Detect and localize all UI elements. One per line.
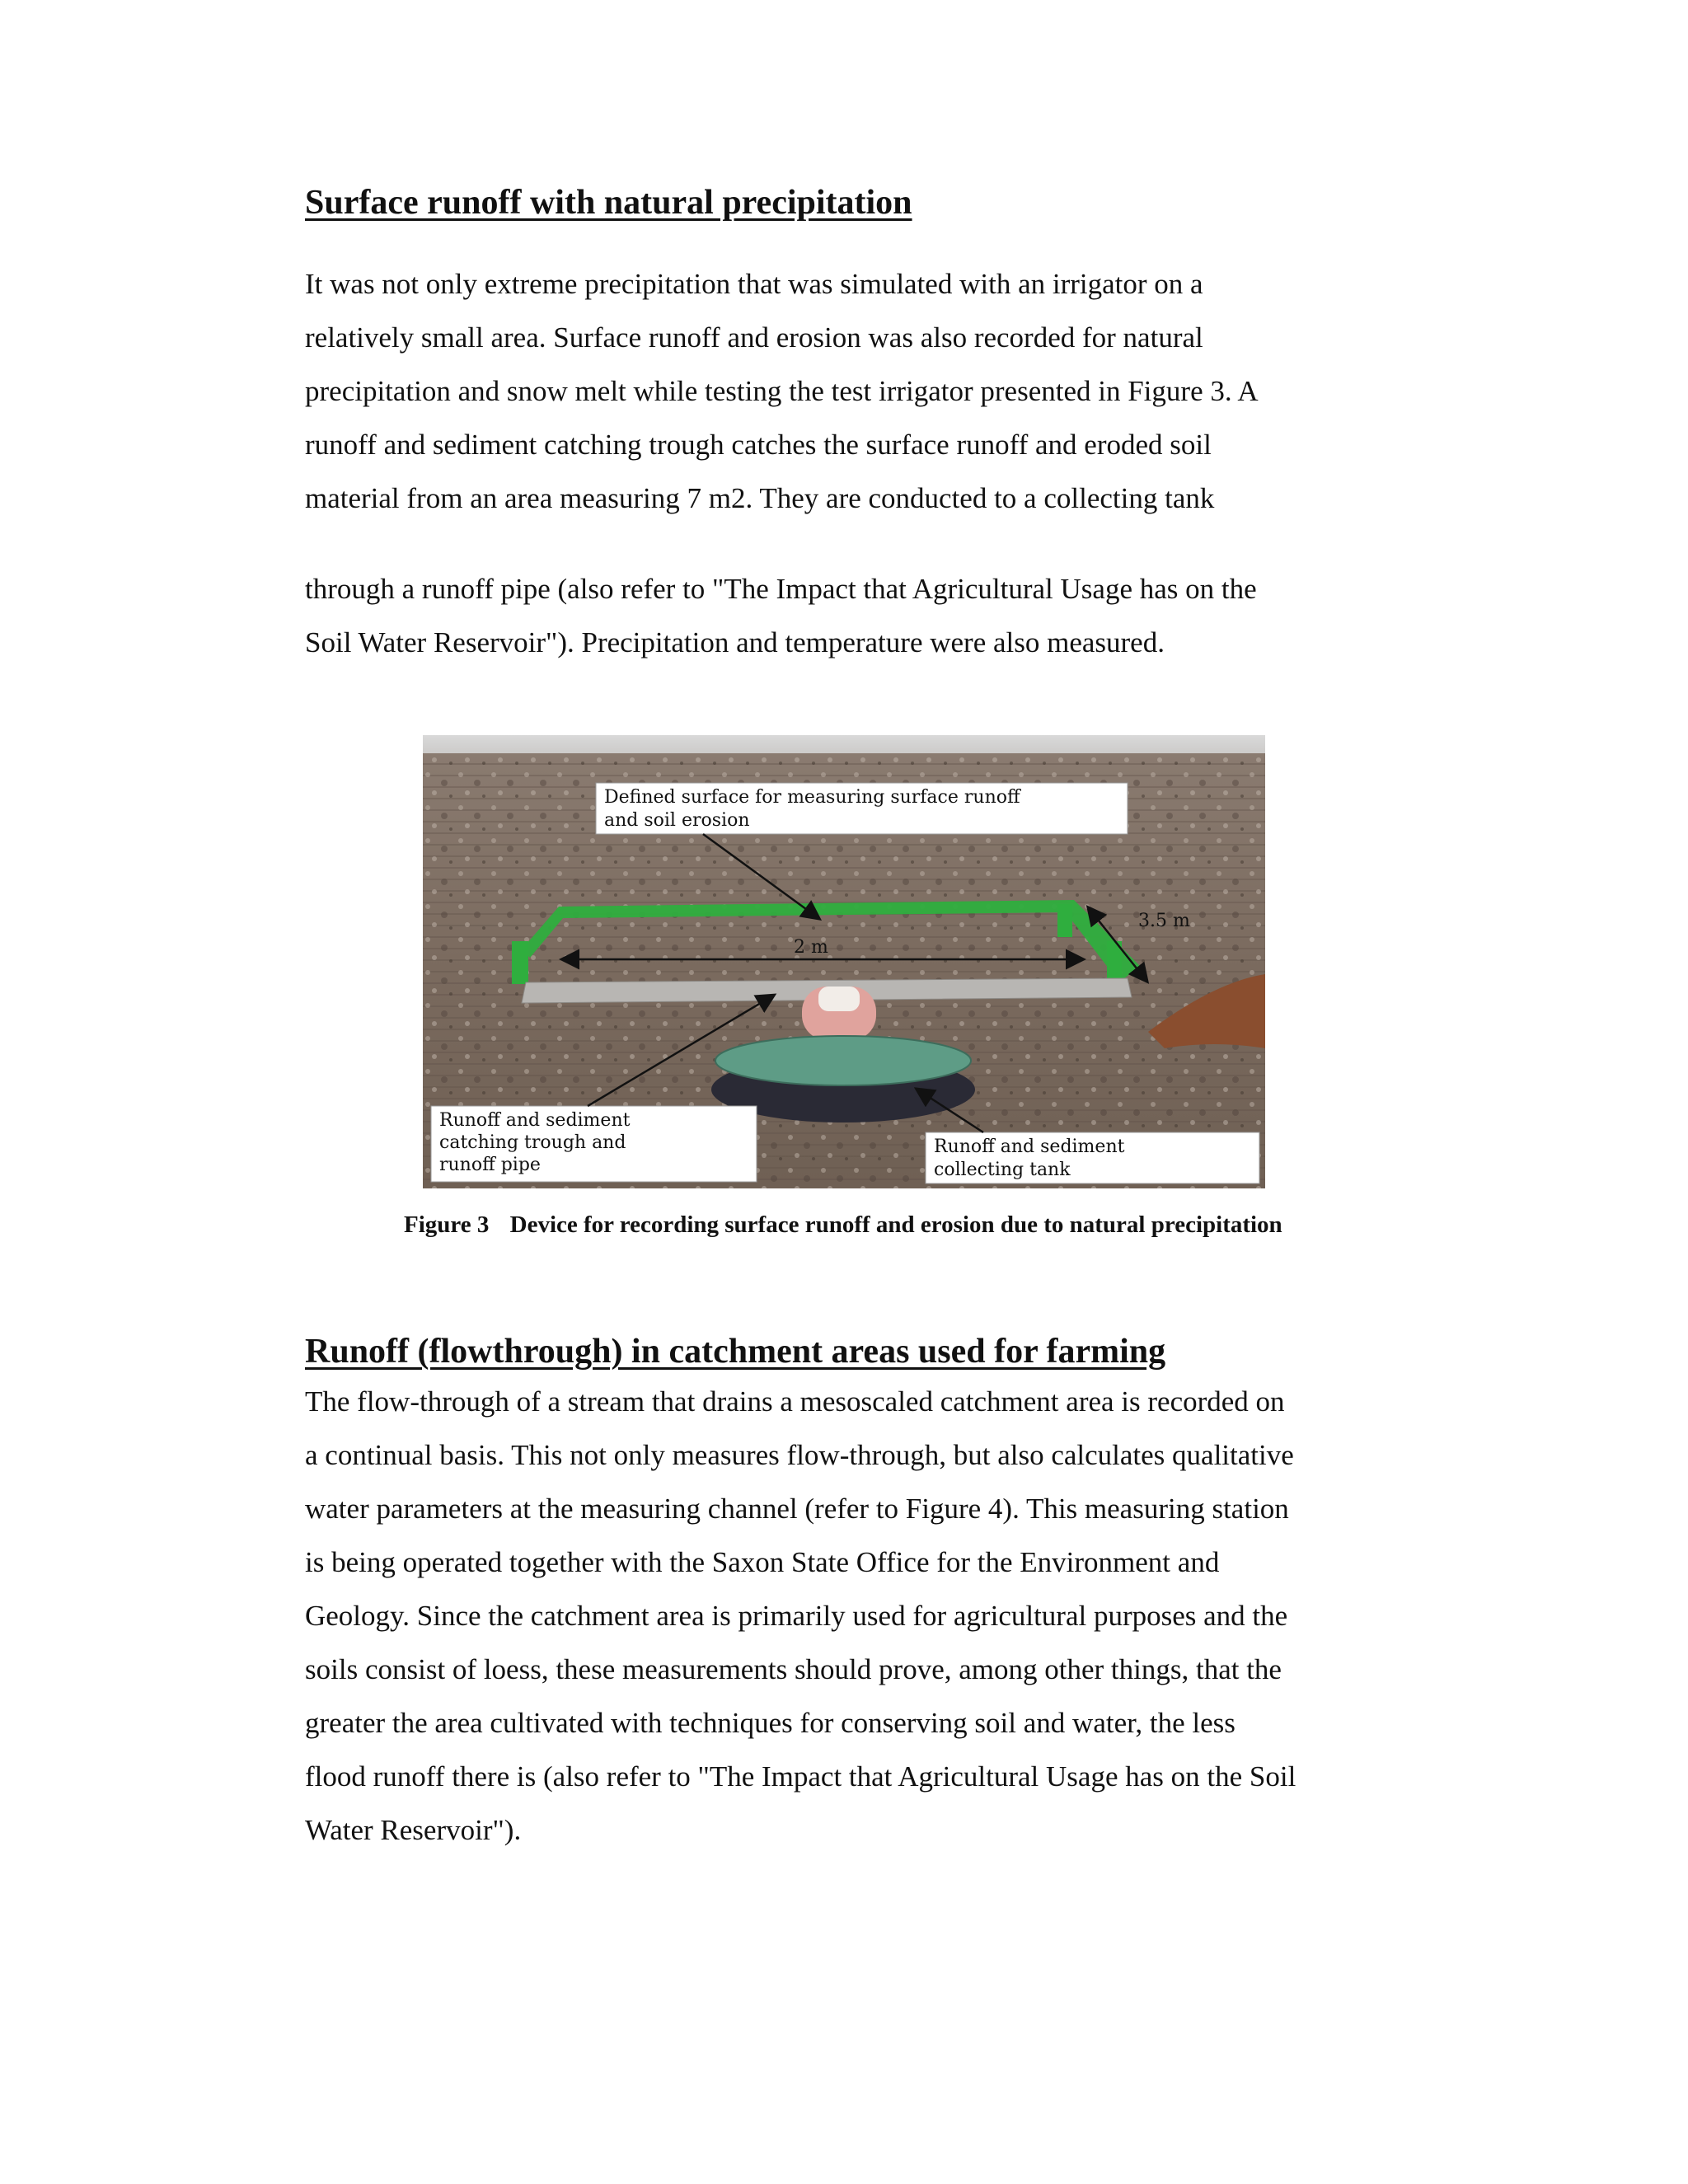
figure-caption-number: Figure 3 bbox=[404, 1212, 490, 1238]
text-line: Geology. Since the catchment area is primarily used for agricultural purposes and the bbox=[305, 1600, 1288, 1632]
text-line: The flow-through of a stream that drains a mesoscaled catchment area is recorded on bbox=[305, 1385, 1285, 1418]
text-line: material from an area measuring 7 m2. They are conducted to a collecting tank bbox=[305, 482, 1215, 514]
callout-defined-surface-line1: Defined surface for measuring surface runoff bbox=[604, 787, 1020, 808]
depth-label: 3.5 m bbox=[1138, 911, 1190, 931]
section-heading-surface-runoff: Surface runoff with natural precipitation bbox=[305, 184, 912, 222]
paragraph-surface-runoff-1 bbox=[305, 257, 1401, 525]
text-line: precipitation and snow melt while testing the test irrigator presented in Figure 3. A bbox=[305, 375, 1259, 407]
text-line: Water Reservoir"). bbox=[305, 1814, 522, 1846]
callout-tank-line1: Runoff and sediment bbox=[934, 1137, 1125, 1157]
figure-caption bbox=[404, 1212, 1282, 1239]
paragraph-catchment-runoff bbox=[305, 1375, 1401, 1857]
text-line: greater the area cultivated with techniques for conserving soil and water, the less bbox=[305, 1707, 1236, 1739]
callout-trough-line2: catching trough and bbox=[439, 1132, 626, 1153]
figure-caption-text: Device for recording surface runoff and erosion due to natural precipitation bbox=[509, 1212, 1282, 1238]
callout-tank-line2: collecting tank bbox=[934, 1160, 1071, 1180]
text-line: relatively small area. Surface runoff and erosion was also recorded for natural bbox=[305, 321, 1203, 354]
text-line: soils consist of loess, these measurements should prove, among other things, that the bbox=[305, 1653, 1282, 1685]
text-line: through a runoff pipe (also refer to "The Impact that Agricultural Usage has on the bbox=[305, 573, 1257, 605]
callout-trough-line3: runoff pipe bbox=[439, 1155, 541, 1175]
callout-trough-line1: Runoff and sediment bbox=[439, 1110, 631, 1131]
section-heading-catchment-runoff: Runoff (flowthrough) in catchment areas used for farming bbox=[305, 1333, 1166, 1371]
text-line: runoff and sediment catching trough catches the surface runoff and eroded soil bbox=[305, 429, 1212, 461]
callout-defined-surface-line2: and soil erosion bbox=[604, 810, 750, 831]
text-line: water parameters at the measuring channel (refer to Figure 4). This measuring station bbox=[305, 1493, 1289, 1525]
photo-illustration bbox=[423, 735, 1265, 1188]
paragraph-surface-runoff-2 bbox=[305, 562, 1401, 669]
width-label: 2 m bbox=[794, 937, 828, 958]
text-line: Soil Water Reservoir"). Precipitation and temperature were also measured. bbox=[305, 626, 1165, 658]
figure-runoff-device-photo bbox=[423, 735, 1265, 1188]
text-line: flood runoff there is (also refer to "The Impact that Agricultural Usage has on the Soil bbox=[305, 1760, 1296, 1793]
collecting-tank-lid bbox=[715, 1036, 971, 1085]
text-line: It was not only extreme precipitation that was simulated with an irrigator on a bbox=[305, 268, 1203, 300]
text-line: a continual basis. This not only measures flow-through, but also calculates qualitative bbox=[305, 1439, 1294, 1471]
text-line: is being operated together with the Saxon State Office for the Environment and bbox=[305, 1546, 1220, 1578]
